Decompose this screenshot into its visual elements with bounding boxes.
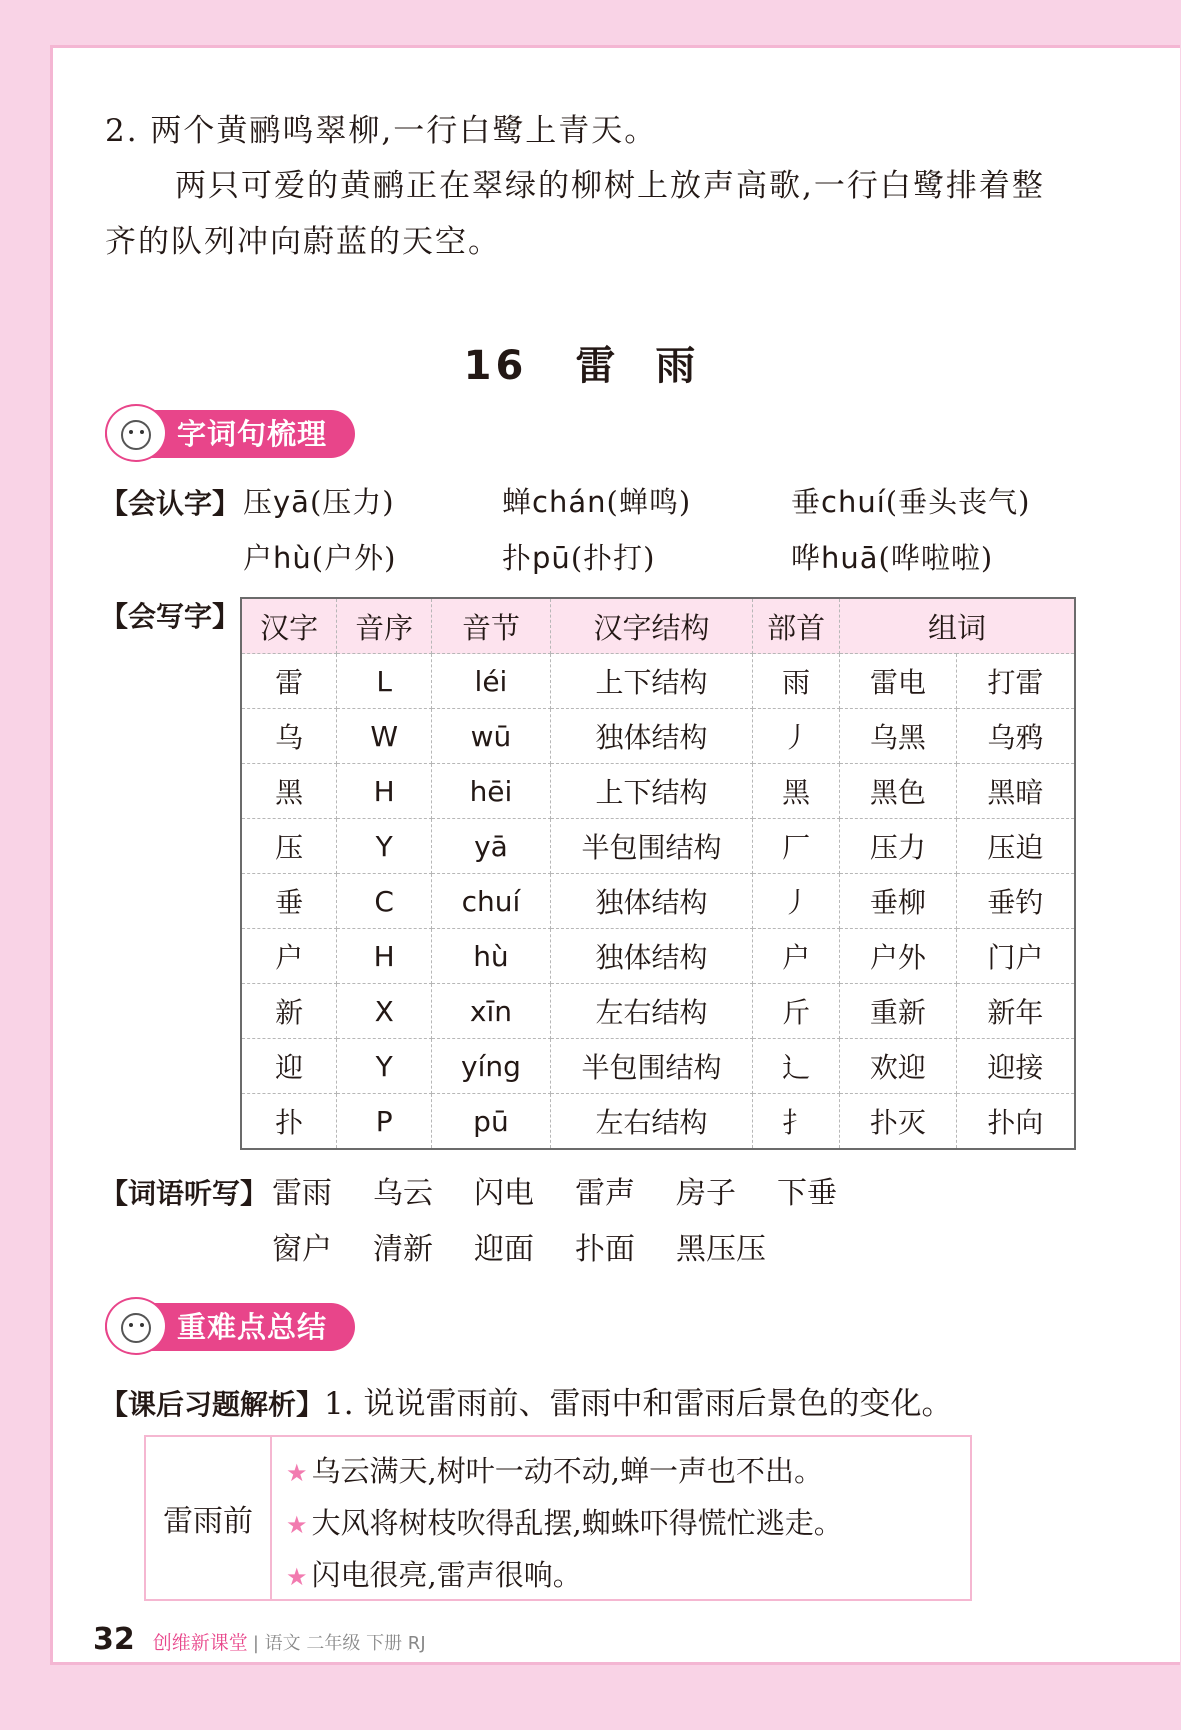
table-cell: 黑暗 [956, 764, 1075, 819]
table-cell: 上下结构 [550, 654, 752, 709]
poem-line-3: 齐的队列冲向蔚蓝的天空。 [105, 224, 501, 260]
recognize-item: 压yā(压力) [243, 485, 395, 519]
table-cell: 上下结构 [550, 764, 752, 819]
section-badge-key-points [105, 1303, 355, 1351]
header-cell: 组词 [840, 598, 1075, 654]
table-cell: yíng [432, 1039, 551, 1094]
section-badge-vocabulary [105, 410, 355, 458]
recognize-item: 蝉chán(蝉鸣) [502, 485, 692, 519]
recognize-label: 【会认字】 [100, 487, 241, 520]
table-cell: 雷 [241, 654, 337, 709]
table-cell: 乌 [241, 709, 337, 764]
poem-line-1: 2. 两个黄鹂鸣翠柳,一行白鹭上青天。 [105, 113, 658, 149]
table-cell: 斤 [753, 984, 840, 1039]
table-cell: 丿 [753, 874, 840, 929]
table-cell: 雷电 [840, 654, 957, 709]
recognize-item: 垂chuí(垂头丧气) [791, 485, 1031, 519]
dictation-word: 雷雨 [272, 1176, 332, 1211]
table-cell: 垂 [241, 874, 337, 929]
star-icon: ★ [286, 1459, 308, 1487]
table-cell: 独体结构 [550, 709, 752, 764]
table-cell: hù [432, 929, 551, 984]
table-cell: C [337, 874, 432, 929]
table-cell: 新年 [956, 984, 1075, 1039]
table-cell: Y [337, 1039, 432, 1094]
table-cell: 扌 [753, 1094, 840, 1150]
recognize-item: 扑pū(扑打) [502, 541, 656, 575]
table-cell: 乌鸦 [956, 709, 1075, 764]
table-cell: 重新 [840, 984, 957, 1039]
table-cell: 半包围结构 [550, 819, 752, 874]
dictation-row-2 [272, 1224, 807, 1268]
table-header-row [241, 598, 1075, 654]
lesson-title-char-2: 雨 [655, 343, 700, 389]
table-cell: 左右结构 [550, 984, 752, 1039]
table-cell: 雨 [753, 654, 840, 709]
dictation-word: 房子 [676, 1176, 736, 1211]
poem-line-2: 两只可爱的黄鹂正在翠绿的柳树上放声高歌,一行白鹭排着整 [175, 168, 1045, 204]
table-cell: 独体结构 [550, 929, 752, 984]
dictation-row-1 [272, 1168, 878, 1212]
header-cell: 汉字结构 [550, 598, 752, 654]
table-cell: 独体结构 [550, 874, 752, 929]
footer-info: | 语文 二年级 下册 RJ [252, 1633, 426, 1654]
dictation-word: 黑压压 [676, 1232, 766, 1267]
table-cell: 辶 [753, 1039, 840, 1094]
answer-item: ★ 大风将树枝吹得乱摆,蜘蛛吓得慌忙逃走。 [286, 1506, 843, 1540]
table-cell: 门户 [956, 929, 1075, 984]
recognize-item: 哗huā(哗啦啦) [791, 541, 994, 575]
table-cell: hēi [432, 764, 551, 819]
recognize-item: 户hù(户外) [243, 541, 397, 575]
star-icon: ★ [286, 1511, 308, 1539]
table-cell: 乌黑 [840, 709, 957, 764]
answer-item: ★ 闪电很亮,雷声很响。 [286, 1558, 582, 1592]
dictation-label: 【词语听写】 [100, 1177, 269, 1210]
table-cell: 压迫 [956, 819, 1075, 874]
table-cell: P [337, 1094, 432, 1150]
table-cell: 垂柳 [840, 874, 957, 929]
dictation-word: 下垂 [777, 1176, 837, 1211]
table-cell: 黑色 [840, 764, 957, 819]
table-cell: 丿 [753, 709, 840, 764]
mascot-icon [105, 404, 167, 462]
table-row [241, 709, 1075, 764]
table-row [241, 874, 1075, 929]
table-cell: 垂钓 [956, 874, 1075, 929]
table-cell: 压力 [840, 819, 957, 874]
header-cell: 音序 [337, 598, 432, 654]
answer-box-head: 雷雨前 [146, 1437, 272, 1599]
table-cell: 打雷 [956, 654, 1075, 709]
footer-brand: 创维新课堂 [152, 1632, 248, 1654]
table-row [241, 764, 1075, 819]
table-cell: wū [432, 709, 551, 764]
section-title: 字词句梳理 [177, 417, 328, 451]
table-cell: 户 [241, 929, 337, 984]
write-chars-table [240, 597, 1076, 1150]
header-cell: 汉字 [241, 598, 337, 654]
table-row [241, 819, 1075, 874]
mascot-icon [105, 1297, 167, 1355]
section-title: 重难点总结 [177, 1310, 328, 1344]
table-cell: 迎 [241, 1039, 337, 1094]
dictation-word: 乌云 [373, 1176, 433, 1211]
table-cell: H [337, 764, 432, 819]
table-cell: 压 [241, 819, 337, 874]
table-cell: W [337, 709, 432, 764]
table-cell: 黑 [753, 764, 840, 819]
table-cell: 扑灭 [840, 1094, 957, 1150]
table-cell: léi [432, 654, 551, 709]
table-cell: 迎接 [956, 1039, 1075, 1094]
lesson-title-char-1: 雷 [575, 343, 620, 389]
table-row [241, 654, 1075, 709]
table-cell: 半包围结构 [550, 1039, 752, 1094]
dictation-word: 窗户 [272, 1232, 332, 1267]
table-row [241, 929, 1075, 984]
dictation-word: 雷声 [575, 1176, 635, 1211]
table-cell: 左右结构 [550, 1094, 752, 1150]
table-row [241, 984, 1075, 1039]
table-cell: chuí [432, 874, 551, 929]
table-cell: H [337, 929, 432, 984]
page-number: 32 [93, 1622, 135, 1657]
table-cell: 扑向 [956, 1094, 1075, 1150]
table-cell: 户外 [840, 929, 957, 984]
lesson-title [0, 334, 1181, 391]
table-cell: Y [337, 819, 432, 874]
table-cell: 户 [753, 929, 840, 984]
exercise-question [100, 1378, 952, 1423]
star-icon: ★ [286, 1563, 308, 1591]
page-footer [93, 1622, 426, 1657]
table-cell: 欢迎 [840, 1039, 957, 1094]
table-cell: 厂 [753, 819, 840, 874]
exercise-label: 【课后习题解析】 [100, 1388, 325, 1421]
dictation-word: 扑面 [575, 1232, 635, 1267]
answer-item: ★ 乌云满天,树叶一动不动,蝉一声也不出。 [286, 1454, 823, 1488]
dictation-word: 清新 [373, 1232, 433, 1267]
lesson-number: 16 [463, 343, 528, 389]
table-cell: L [337, 654, 432, 709]
dictation-word: 闪电 [474, 1176, 534, 1211]
exercise-question-text: 1. 说说雷雨前、雷雨中和雷雨后景色的变化。 [324, 1386, 953, 1422]
dictation-word: 迎面 [474, 1232, 534, 1267]
table-row [241, 1039, 1075, 1094]
table-cell: xīn [432, 984, 551, 1039]
table-row [241, 1094, 1075, 1150]
header-cell: 部首 [753, 598, 840, 654]
header-cell: 音节 [432, 598, 551, 654]
table-cell: 黑 [241, 764, 337, 819]
answer-box [144, 1435, 972, 1601]
write-label: 【会写字】 [100, 600, 241, 633]
table-cell: 新 [241, 984, 337, 1039]
table-cell: yā [432, 819, 551, 874]
table-cell: 扑 [241, 1094, 337, 1150]
table-cell: X [337, 984, 432, 1039]
table-cell: pū [432, 1094, 551, 1150]
